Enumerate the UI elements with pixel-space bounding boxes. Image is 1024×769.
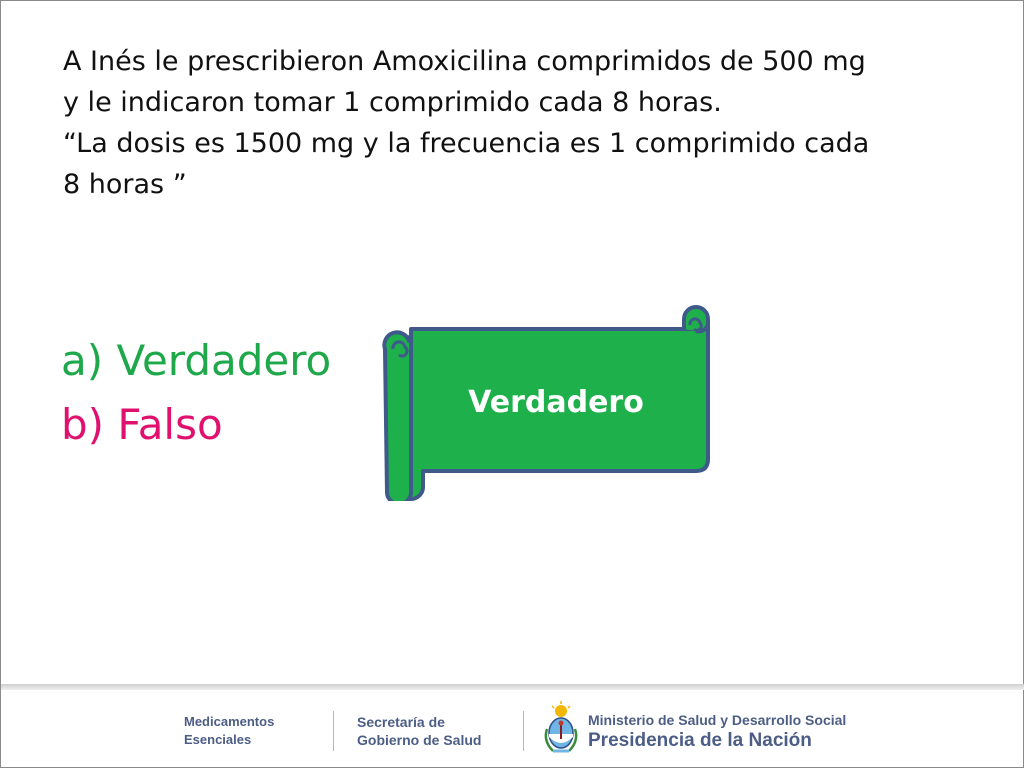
ministry-line1: Ministerio de Salud y Desarrollo Social [588,712,847,728]
logo-secretaria-salud [357,713,481,749]
footer [1,691,1024,769]
question-line-4: 8 horas ” [63,169,187,200]
footer-divider [1,684,1024,690]
answer-options [61,329,331,457]
logo-medicamentos-esenciales [184,713,274,749]
question-line-1: A Inés le prescribieron Amoxicilina comprimidos de 500 mg [63,46,866,77]
footer-divider-1 [333,711,334,751]
question-line-2: y le indicaron tomar 1 comprimido cada 8 horas. [63,87,722,118]
logo2-line2: Gobierno de Salud [357,732,482,748]
ministry-line2: Presidencia de la Nación [588,730,812,751]
option-a-verdadero[interactable]: a) Verdadero [61,336,332,385]
logo1-line1: Medicamentos [184,714,275,729]
question-line-3: “La dosis es 1500 mg y la frecuencia es 1 comprimido cada [63,128,870,159]
logo2-line1: Secretaría de [357,714,445,730]
footer-divider-2 [523,711,524,751]
question-text [63,41,963,205]
answer-label: Verdadero [468,385,644,420]
argentina-coat-of-arms-icon [541,701,581,757]
logo1-line2: Esenciales [184,732,252,747]
logo-ministerio [588,711,846,753]
option-b-falso[interactable]: b) Falso [61,400,223,449]
